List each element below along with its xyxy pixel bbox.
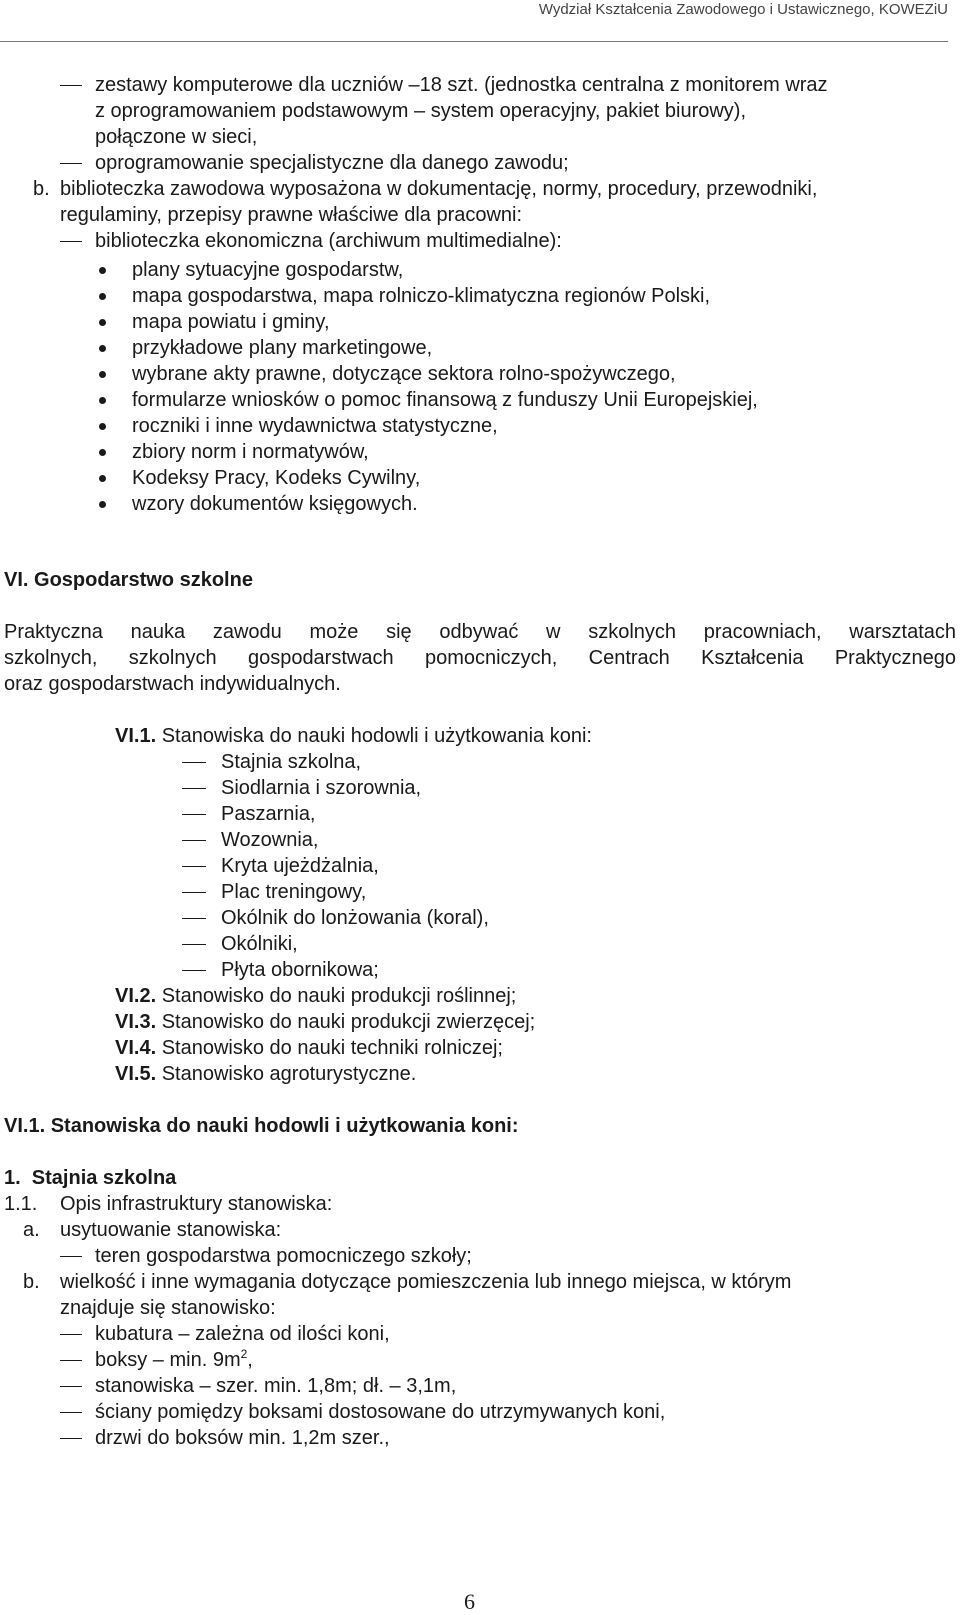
superscript: 2 [240, 1347, 248, 1361]
item-number: 1.1. [4, 1193, 38, 1215]
list-dash [60, 1256, 82, 1257]
section-heading-text: Gospodarstwo szkolne [34, 569, 253, 591]
list-item-text: oprogramowanie specjalistyczne dla danego zawodu; [95, 152, 569, 174]
list-dash [60, 241, 82, 242]
bullet-icon [99, 475, 106, 482]
item-text: Stanowisko do nauki produkcji roślinnej; [161, 985, 517, 1007]
sub-item: Stajnia szkolna, [221, 751, 362, 773]
bullet-item: wzory dokumentów księgowych. [132, 493, 418, 515]
list-dash [60, 163, 82, 164]
list-dash [182, 944, 206, 945]
item-text: Opis infrastruktury stanowiska: [60, 1193, 333, 1215]
list-dash [60, 1438, 82, 1439]
list-item-text: z oprogramowaniem podstawowym – system operacyjny, pakiet biurowy), [95, 100, 747, 122]
list-dash [60, 1360, 82, 1361]
bullet-icon [99, 345, 106, 352]
list-item-text: znajduje się stanowisko: [60, 1297, 276, 1319]
list-item-text: drzwi do boksów min. 1,2m szer., [95, 1427, 390, 1449]
list-item-text: regulaminy, przepisy prawne właściwe dla pracowni: [60, 204, 523, 226]
section-heading [4, 567, 253, 593]
item-text: Stanowiska do nauki hodowli i użytkowania koni: [161, 725, 592, 747]
paragraph-line: szkolnych, szkolnych gospodarstwach pomocniczych, Centrach Kształcenia Praktycznego [4, 647, 956, 669]
list-item-text: biblioteczka zawodowa wyposażona w dokumentację, normy, procedury, przewodniki, [60, 178, 818, 200]
list-dash [182, 970, 206, 971]
numbered-item [115, 1035, 503, 1061]
list-dash [60, 85, 82, 86]
sub-item: Okólnik do lonżowania (koral), [221, 907, 489, 929]
item-number: VI.1. [115, 725, 157, 747]
list-item-text [95, 1347, 253, 1375]
list-item-text: zestawy komputerowe dla uczniów –18 szt. (jednostka centralna z monitorem wraz [95, 74, 828, 96]
page-number: 6 [464, 1589, 475, 1614]
list-marker: b. [33, 178, 50, 200]
list-dash [182, 788, 206, 789]
sub-item: Paszarnia, [221, 803, 316, 825]
paragraph-line: Praktyczna nauka zawodu może się odbywać w szkolnych pracowniach, warsztatach [4, 621, 956, 643]
item-number: VI.3. [115, 1011, 157, 1033]
item-text: Stanowisko do nauki produkcji zwierzęcej; [161, 1011, 536, 1033]
bullet-icon [99, 501, 106, 508]
list-marker: b. [23, 1271, 40, 1293]
list-item-text: połączone w sieci, [95, 126, 258, 148]
list-item-text: teren gospodarstwa pomocniczego szkoły; [95, 1245, 472, 1267]
list-dash [182, 892, 206, 893]
subsection-heading: VI.1. Stanowiska do nauki hodowli i użytkowania koni: [4, 1115, 519, 1137]
bullet-icon [99, 293, 106, 300]
bullet-item: wybrane akty prawne, dotyczące sektora rolno-spożywczego, [132, 363, 676, 385]
item-number: VI.2. [115, 985, 157, 1007]
list-dash [60, 1334, 82, 1335]
bullet-item: zbiory norm i normatywów, [132, 441, 369, 463]
numbered-item [115, 1061, 416, 1087]
list-dash [182, 814, 206, 815]
bullet-item: mapa powiatu i gminy, [132, 311, 330, 333]
item-number: VI.5. [115, 1063, 157, 1085]
item-text: Stanowisko do nauki techniki rolniczej; [161, 1037, 503, 1059]
bullet-item: mapa gospodarstwa, mapa rolniczo-klimatyczna regionów Polski, [132, 285, 711, 307]
list-dash [60, 1386, 82, 1387]
sub-item: Siodlarnia i szorownia, [221, 777, 422, 799]
bullet-icon [99, 319, 106, 326]
numbered-item [115, 983, 516, 1009]
list-dash [182, 866, 206, 867]
bullet-item: przykładowe plany marketingowe, [132, 337, 433, 359]
bullet-icon [99, 449, 106, 456]
list-item-text: stanowiska – szer. min. 1,8m; dł. – 3,1m, [95, 1375, 457, 1397]
list-item-text: usytuowanie stanowiska: [60, 1219, 282, 1241]
text-part: , [247, 1349, 253, 1371]
sub-item: Płyta obornikowa; [221, 959, 379, 981]
bullet-item: roczniki i inne wydawnictwa statystyczne, [132, 415, 498, 437]
sub-item: Okólniki, [221, 933, 298, 955]
header-title: Wydział Kształcenia Zawodowego i Ustawicznego, KOWEZiU [538, 1, 948, 18]
list-dash [182, 762, 206, 763]
list-item-text: kubatura – zależna od ilości koni, [95, 1323, 390, 1345]
list-dash [182, 840, 206, 841]
list-marker: a. [23, 1219, 40, 1241]
bullet-icon [99, 397, 106, 404]
sub-item: Kryta ujeżdżalnia, [221, 855, 379, 877]
bullet-icon [99, 423, 106, 430]
bullet-icon [99, 267, 106, 274]
sub-subsection-heading: 1. Stajnia szkolna [4, 1167, 177, 1189]
text-part: boksy – min. 9m [95, 1349, 241, 1371]
paragraph-line: oraz gospodarstwach indywidualnych. [4, 673, 341, 695]
bullet-item: plany sytuacyjne gospodarstw, [132, 259, 404, 281]
bullet-item: Kodeksy Pracy, Kodeks Cywilny, [132, 467, 421, 489]
list-item-text: ściany pomiędzy boksami dostosowane do utrzymywanych koni, [95, 1401, 666, 1423]
numbered-item [115, 1009, 535, 1035]
section-heading-number: VI. [4, 569, 29, 591]
numbered-item [115, 723, 592, 749]
list-dash [60, 1412, 82, 1413]
list-item-text: biblioteczka ekonomiczna (archiwum multimedialne): [95, 230, 562, 252]
item-number: VI.4. [115, 1037, 157, 1059]
page-header [0, 0, 948, 42]
list-dash [182, 918, 206, 919]
item-text: Stanowisko agroturystyczne. [161, 1063, 417, 1085]
bullet-item: formularze wniosków o pomoc finansową z funduszy Unii Europejskiej, [132, 389, 758, 411]
sub-item: Wozownia, [221, 829, 319, 851]
bullet-icon [99, 371, 106, 378]
list-item-text: wielkość i inne wymagania dotyczące pomieszczenia lub innego miejsca, w którym [60, 1271, 792, 1293]
sub-item: Plac treningowy, [221, 881, 367, 903]
